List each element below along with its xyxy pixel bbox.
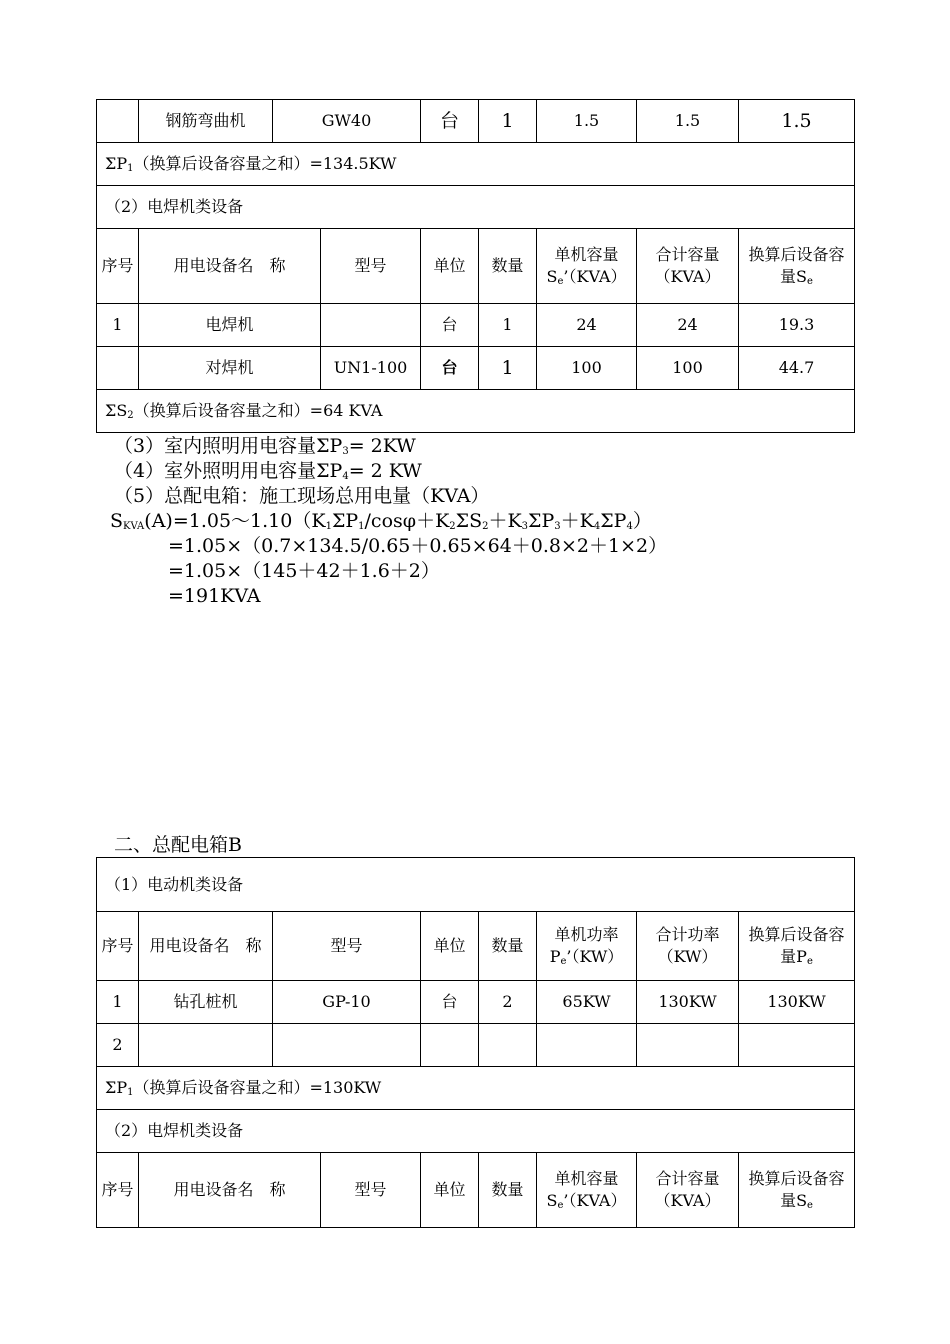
header-total: 合计功率（KW）: [637, 912, 739, 981]
model-cell: [273, 1024, 421, 1067]
header-name: 用电设备名 称: [139, 912, 273, 981]
name-cell: 钻孔桩机: [139, 981, 273, 1024]
formula-line-2: =1.05×（0.7×134.5/0.65＋0.65×64＋0.8×2＋1×2）: [168, 535, 668, 557]
qty-cell: 1: [479, 304, 537, 347]
total-cell: 100: [637, 347, 739, 390]
table-row: [97, 347, 855, 390]
calc-line-3: （3）室内照明用电容量$\Sigma P_3= 2KW$: [114, 435, 416, 457]
table-row: [97, 304, 855, 347]
rated-cell: 24: [537, 304, 637, 347]
name-cell: 电焊机: [139, 304, 321, 347]
converted-cell: 130KW: [739, 981, 855, 1024]
header-total: 合计容量（KVA）: [637, 1153, 739, 1228]
header-name: 用电设备名 称: [139, 229, 321, 304]
sum-p1-cell: $\Sigma P_1$（换算后设备容量之和）=134.5KW: [97, 143, 855, 186]
qty-cell: [479, 1024, 537, 1067]
rated-cell: 100: [537, 347, 637, 390]
formula-line: $S_{KVA}(A)=1.05\sim 1.10(K_1\Sigma P_1/\cos\varphi+K_2\Sigma S_2+K_3\Sigma P_3+K_4\Sigma P_4)$: [110, 510, 652, 532]
unit-cell: 台: [421, 100, 479, 143]
header-rated: 单机功率$P_e’(KW)$: [537, 912, 637, 981]
header-rated: 单机容量$S_e’(KVA)$: [537, 229, 637, 304]
header-qty: 数量: [479, 912, 537, 981]
header-unit: 单位: [421, 229, 479, 304]
qty-cell: 2: [479, 981, 537, 1024]
unit-cell: [421, 1024, 479, 1067]
seq-cell: 1: [97, 981, 139, 1024]
header-row: [97, 1153, 855, 1228]
table-b: [96, 857, 855, 1228]
header-model: 型号: [321, 229, 421, 304]
rated-cell: [537, 1024, 637, 1067]
header-rated: 单机容量$S_e’(KVA)$: [537, 1153, 637, 1228]
section-title: （2）电焊机类设备: [97, 1110, 855, 1153]
header-converted: 换算后设备容量$S_e$: [739, 1153, 855, 1228]
header-row: [97, 912, 855, 981]
sum-p1-cell: $\Sigma P_1$（换算后设备容量之和）=130KW: [97, 1067, 855, 1110]
unit-cell: 台: [421, 304, 479, 347]
header-row: [97, 229, 855, 304]
seq-cell: 2: [97, 1024, 139, 1067]
unit-cell: 台: [421, 347, 479, 390]
table-row: [97, 981, 855, 1024]
name-cell: 钢筋弯曲机: [139, 100, 273, 143]
formula-line-3: =1.05×（145＋42＋1.6＋2）: [168, 560, 440, 582]
total-cell: 130KW: [637, 981, 739, 1024]
section-row: [97, 858, 855, 912]
total-cell: 24: [637, 304, 739, 347]
converted-cell: 1.5: [739, 100, 855, 143]
header-converted: 换算后设备容量$P_e$: [739, 912, 855, 981]
qty-cell: 1: [479, 347, 537, 390]
table-row: [97, 1024, 855, 1067]
header-total: 合计容量（KVA）: [637, 229, 739, 304]
sum-row: [97, 143, 855, 186]
converted-cell: 44.7: [739, 347, 855, 390]
name-cell: [139, 1024, 273, 1067]
seq-cell: [97, 100, 139, 143]
header-model: 型号: [321, 1153, 421, 1228]
seq-cell: [97, 347, 139, 390]
rated-cell: 65KW: [537, 981, 637, 1024]
name-cell: 对焊机: [139, 347, 321, 390]
header-unit: 单位: [421, 912, 479, 981]
section-b-title: 二、总配电箱B: [114, 834, 242, 856]
section-row: [97, 1110, 855, 1153]
table-row: [97, 100, 855, 143]
header-qty: 数量: [479, 229, 537, 304]
total-cell: [637, 1024, 739, 1067]
header-qty: 数量: [479, 1153, 537, 1228]
header-seq: 序号: [97, 229, 139, 304]
header-seq: 序号: [97, 1153, 139, 1228]
converted-cell: [739, 1024, 855, 1067]
calc-line-5: （5）总配电箱：施工现场总用电量（KVA）: [114, 485, 490, 507]
header-unit: 单位: [421, 1153, 479, 1228]
qty-cell: 1: [479, 100, 537, 143]
sum-s2-cell: $\Sigma S_2$（换算后设备容量之和）=64 KVA: [97, 390, 855, 433]
model-cell: UN1-100: [321, 347, 421, 390]
sum-row: [97, 390, 855, 433]
section-row: [97, 186, 855, 229]
model-cell: GW40: [273, 100, 421, 143]
header-converted: 换算后设备容量$S_e$: [739, 229, 855, 304]
total-cell: 1.5: [637, 100, 739, 143]
table-a: [96, 99, 855, 433]
header-seq: 序号: [97, 912, 139, 981]
section-title: （1）电动机类设备: [97, 858, 855, 912]
calc-line-4: （4）室外照明用电容量$\Sigma P_4= 2$ KW: [114, 460, 422, 482]
rated-cell: 1.5: [537, 100, 637, 143]
model-cell: GP-10: [273, 981, 421, 1024]
sum-row: [97, 1067, 855, 1110]
converted-cell: 19.3: [739, 304, 855, 347]
seq-cell: 1: [97, 304, 139, 347]
model-cell: [321, 304, 421, 347]
header-name: 用电设备名 称: [139, 1153, 321, 1228]
unit-cell: 台: [421, 981, 479, 1024]
section-title: （2）电焊机类设备: [97, 186, 855, 229]
formula-line-4: =191KVA: [168, 585, 261, 607]
header-model: 型号: [273, 912, 421, 981]
